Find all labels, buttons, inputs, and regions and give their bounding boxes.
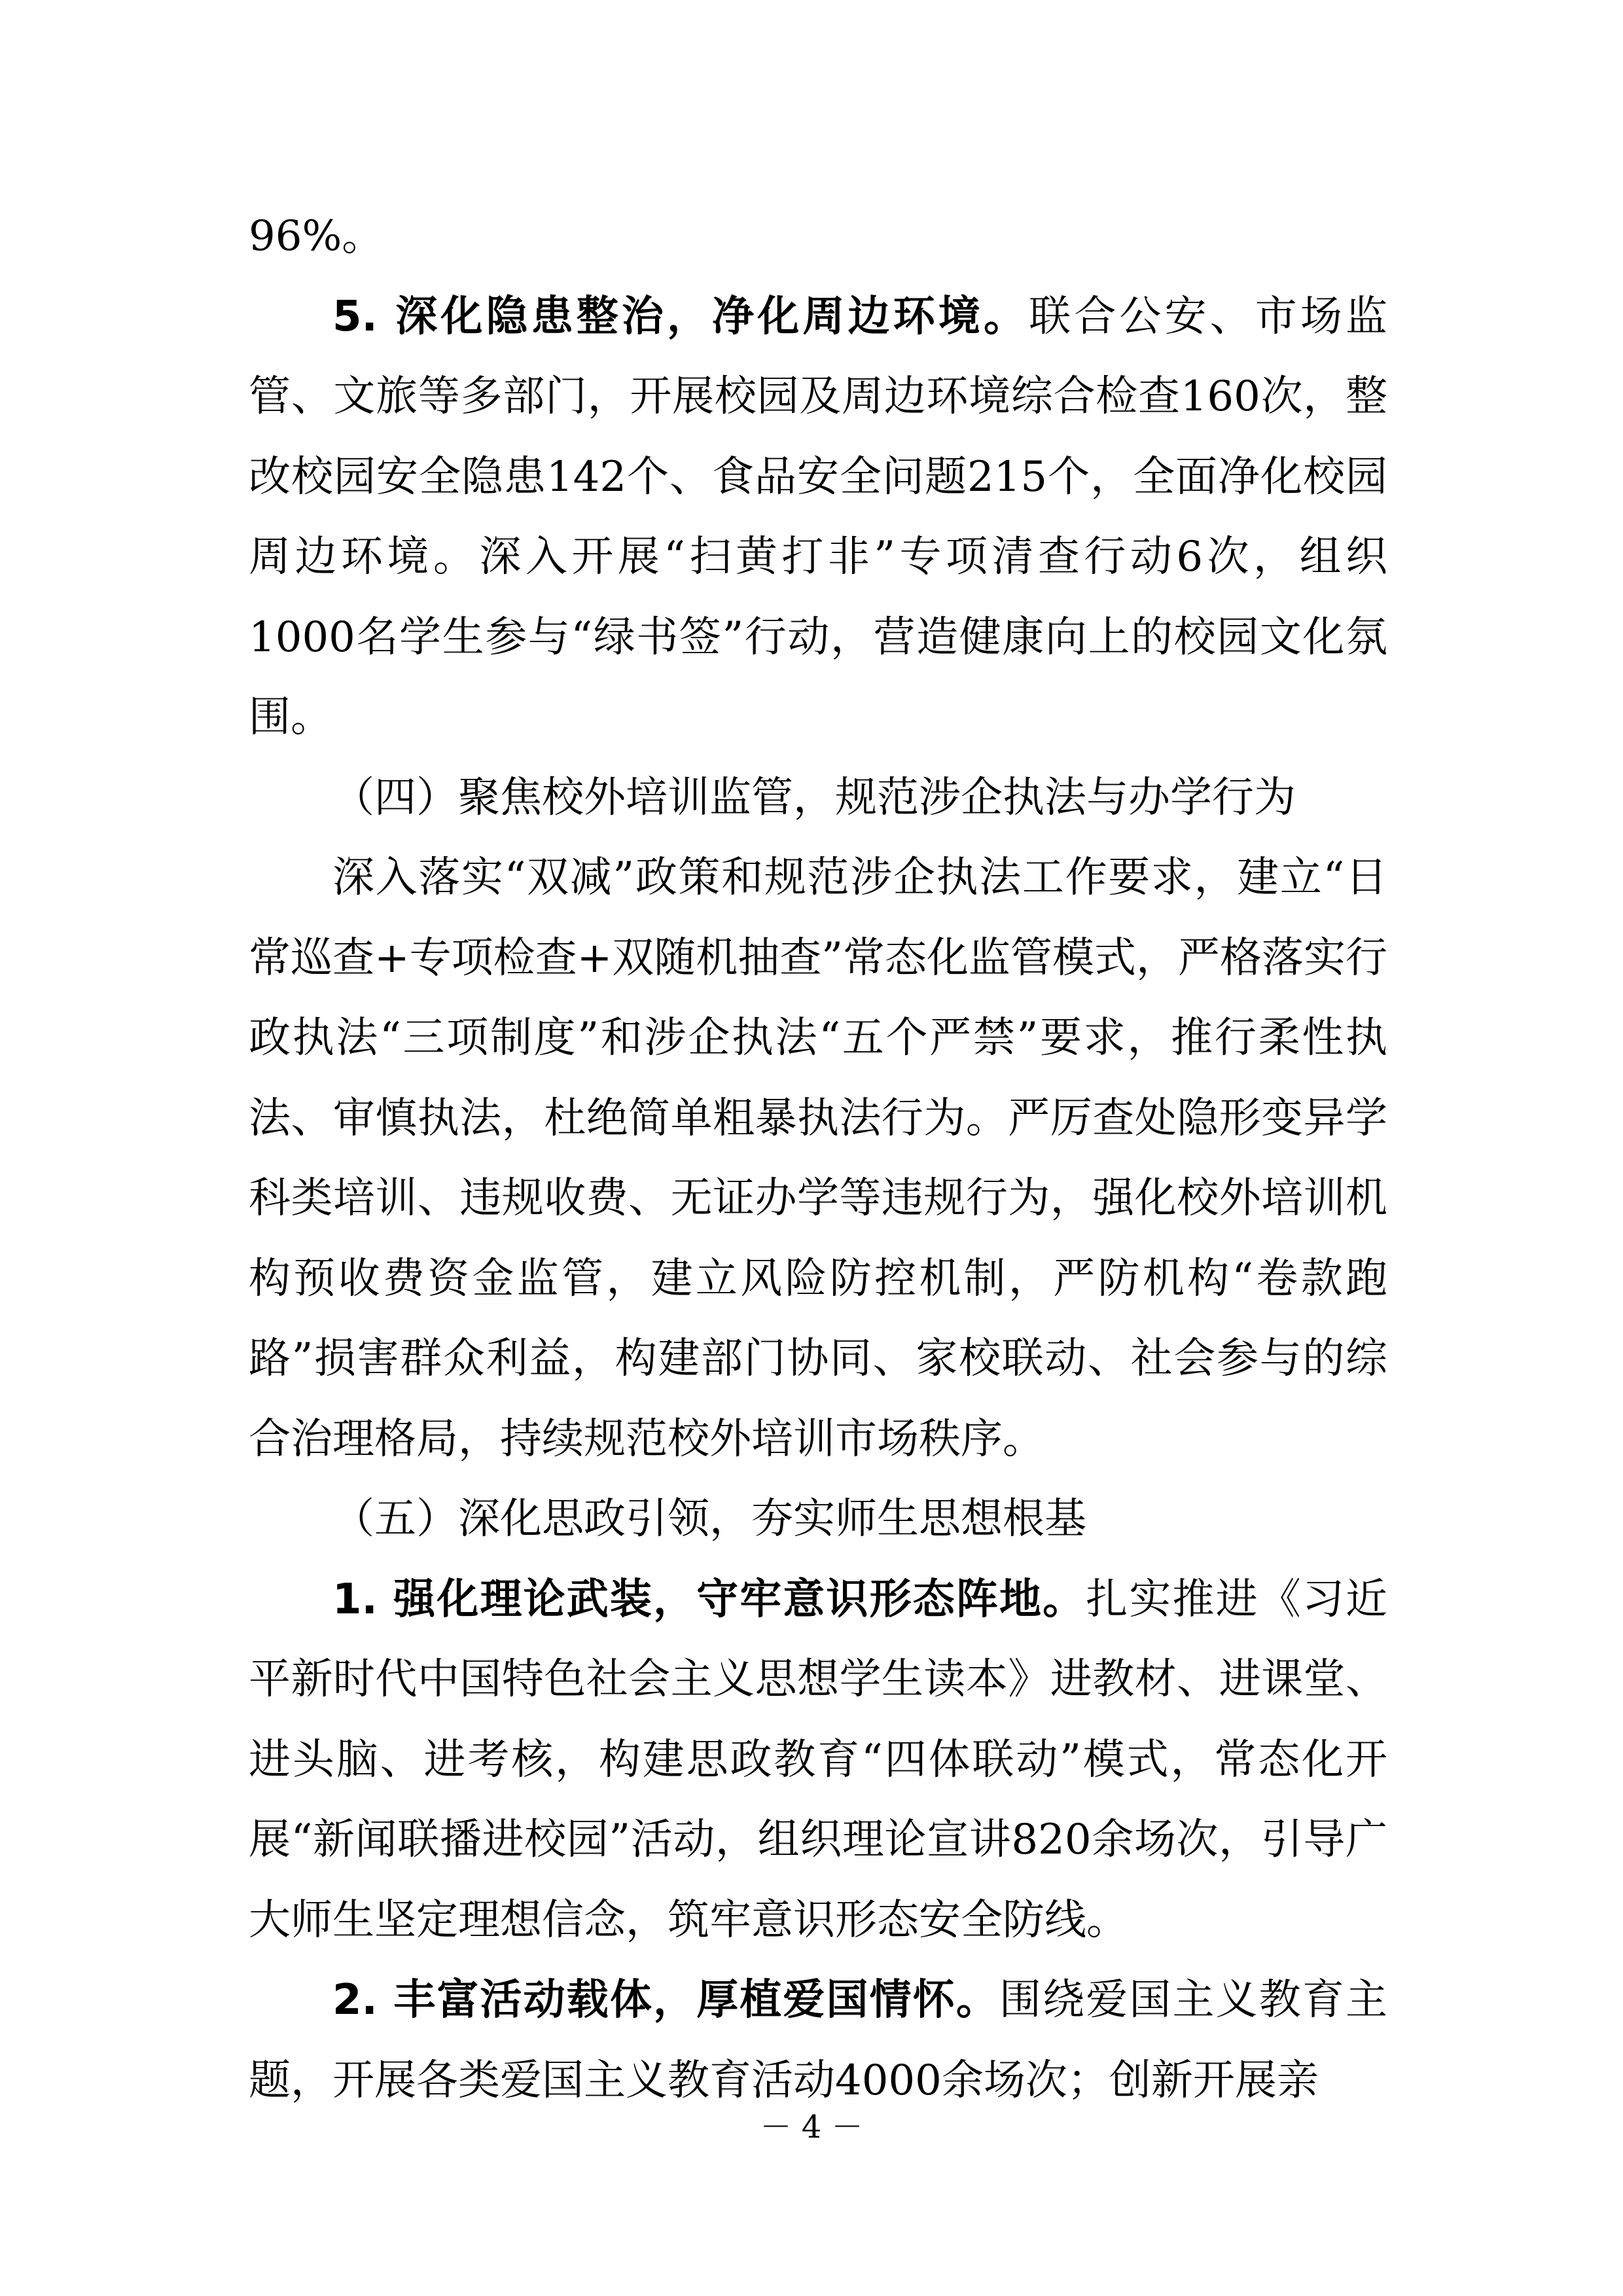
paragraph-text: 扎实推进《习近平新时代中国特色社会主义思想学生读本》进教材、进课堂、进头脑、进考核，构建思政教育“四体联动”模式，常态化开展“新闻联播进校园”活动，组织理论宣讲820余场次，引导广大师生坚定理想信念，筑牢意识形态安全防线。 [249, 1575, 1387, 1945]
paragraph-text: 联合公安、市场监管、文旅等多部门，开展校园及周边环境综合检查160次，整改校园安全隐患142个、食品安全问题215个，全面净化校园周边环境。深入开展“扫黄打非”专项清查行动6次，组织1000名学生参与“绿书签”行动，营造健康向上的校园文化氛围。 [249, 292, 1388, 742]
paragraph-patriotism-activities [249, 1960, 1387, 2121]
paragraph-lead: 1. 强化理论武装，守牢意识形态阵地。 [332, 1575, 1086, 1624]
paragraph-hazard-rectification [249, 277, 1387, 758]
body-text [249, 196, 1387, 2121]
paragraph-training-supervision [249, 838, 1387, 1479]
paragraph-theory-armament [249, 1560, 1387, 1961]
paragraph-text: 围绕爱国主义教育主题，开展各类爱国主义教育活动4000余场次；创新开展亲 [249, 1976, 1387, 2105]
paragraph-text: 深入落实“双减”政策和规范涉企执法工作要求，建立“日常巡查+专项检查+双随机抽查”常态化监管模式，严格落实行政执法“三项制度”和涉企执法“五个严禁”要求，推行柔性执法、审慎执法，杜绝简单粗暴执法行为。严厉查处隐形变异学科类培训、违规收费、无证办学等违规行为，强化校外培训机构预收费资金监管，建立风险防控机制，严防机构“卷款跑路”损害群众利益，构建部门协同、家校联动、社会参与的综合治理格局，持续规范校外培训市场秩序。 [249, 853, 1387, 1463]
paragraph-text: 96%。 [249, 212, 384, 260]
paragraph-continuation [249, 196, 1387, 277]
paragraph-lead: 2. 丰富活动载体，厚植爱国情怀。 [332, 1976, 999, 2024]
page-number: － 4 － [760, 2109, 863, 2145]
section-heading-5: （五）深化思政引领，夯实师生思想根基 [332, 1495, 1086, 1543]
paragraph-lead: 5. 深化隐患整治，净化周边环境。 [332, 292, 1029, 341]
section-heading-4: （四）聚焦校外培训监管，规范涉企执法与办学行为 [332, 773, 1296, 822]
